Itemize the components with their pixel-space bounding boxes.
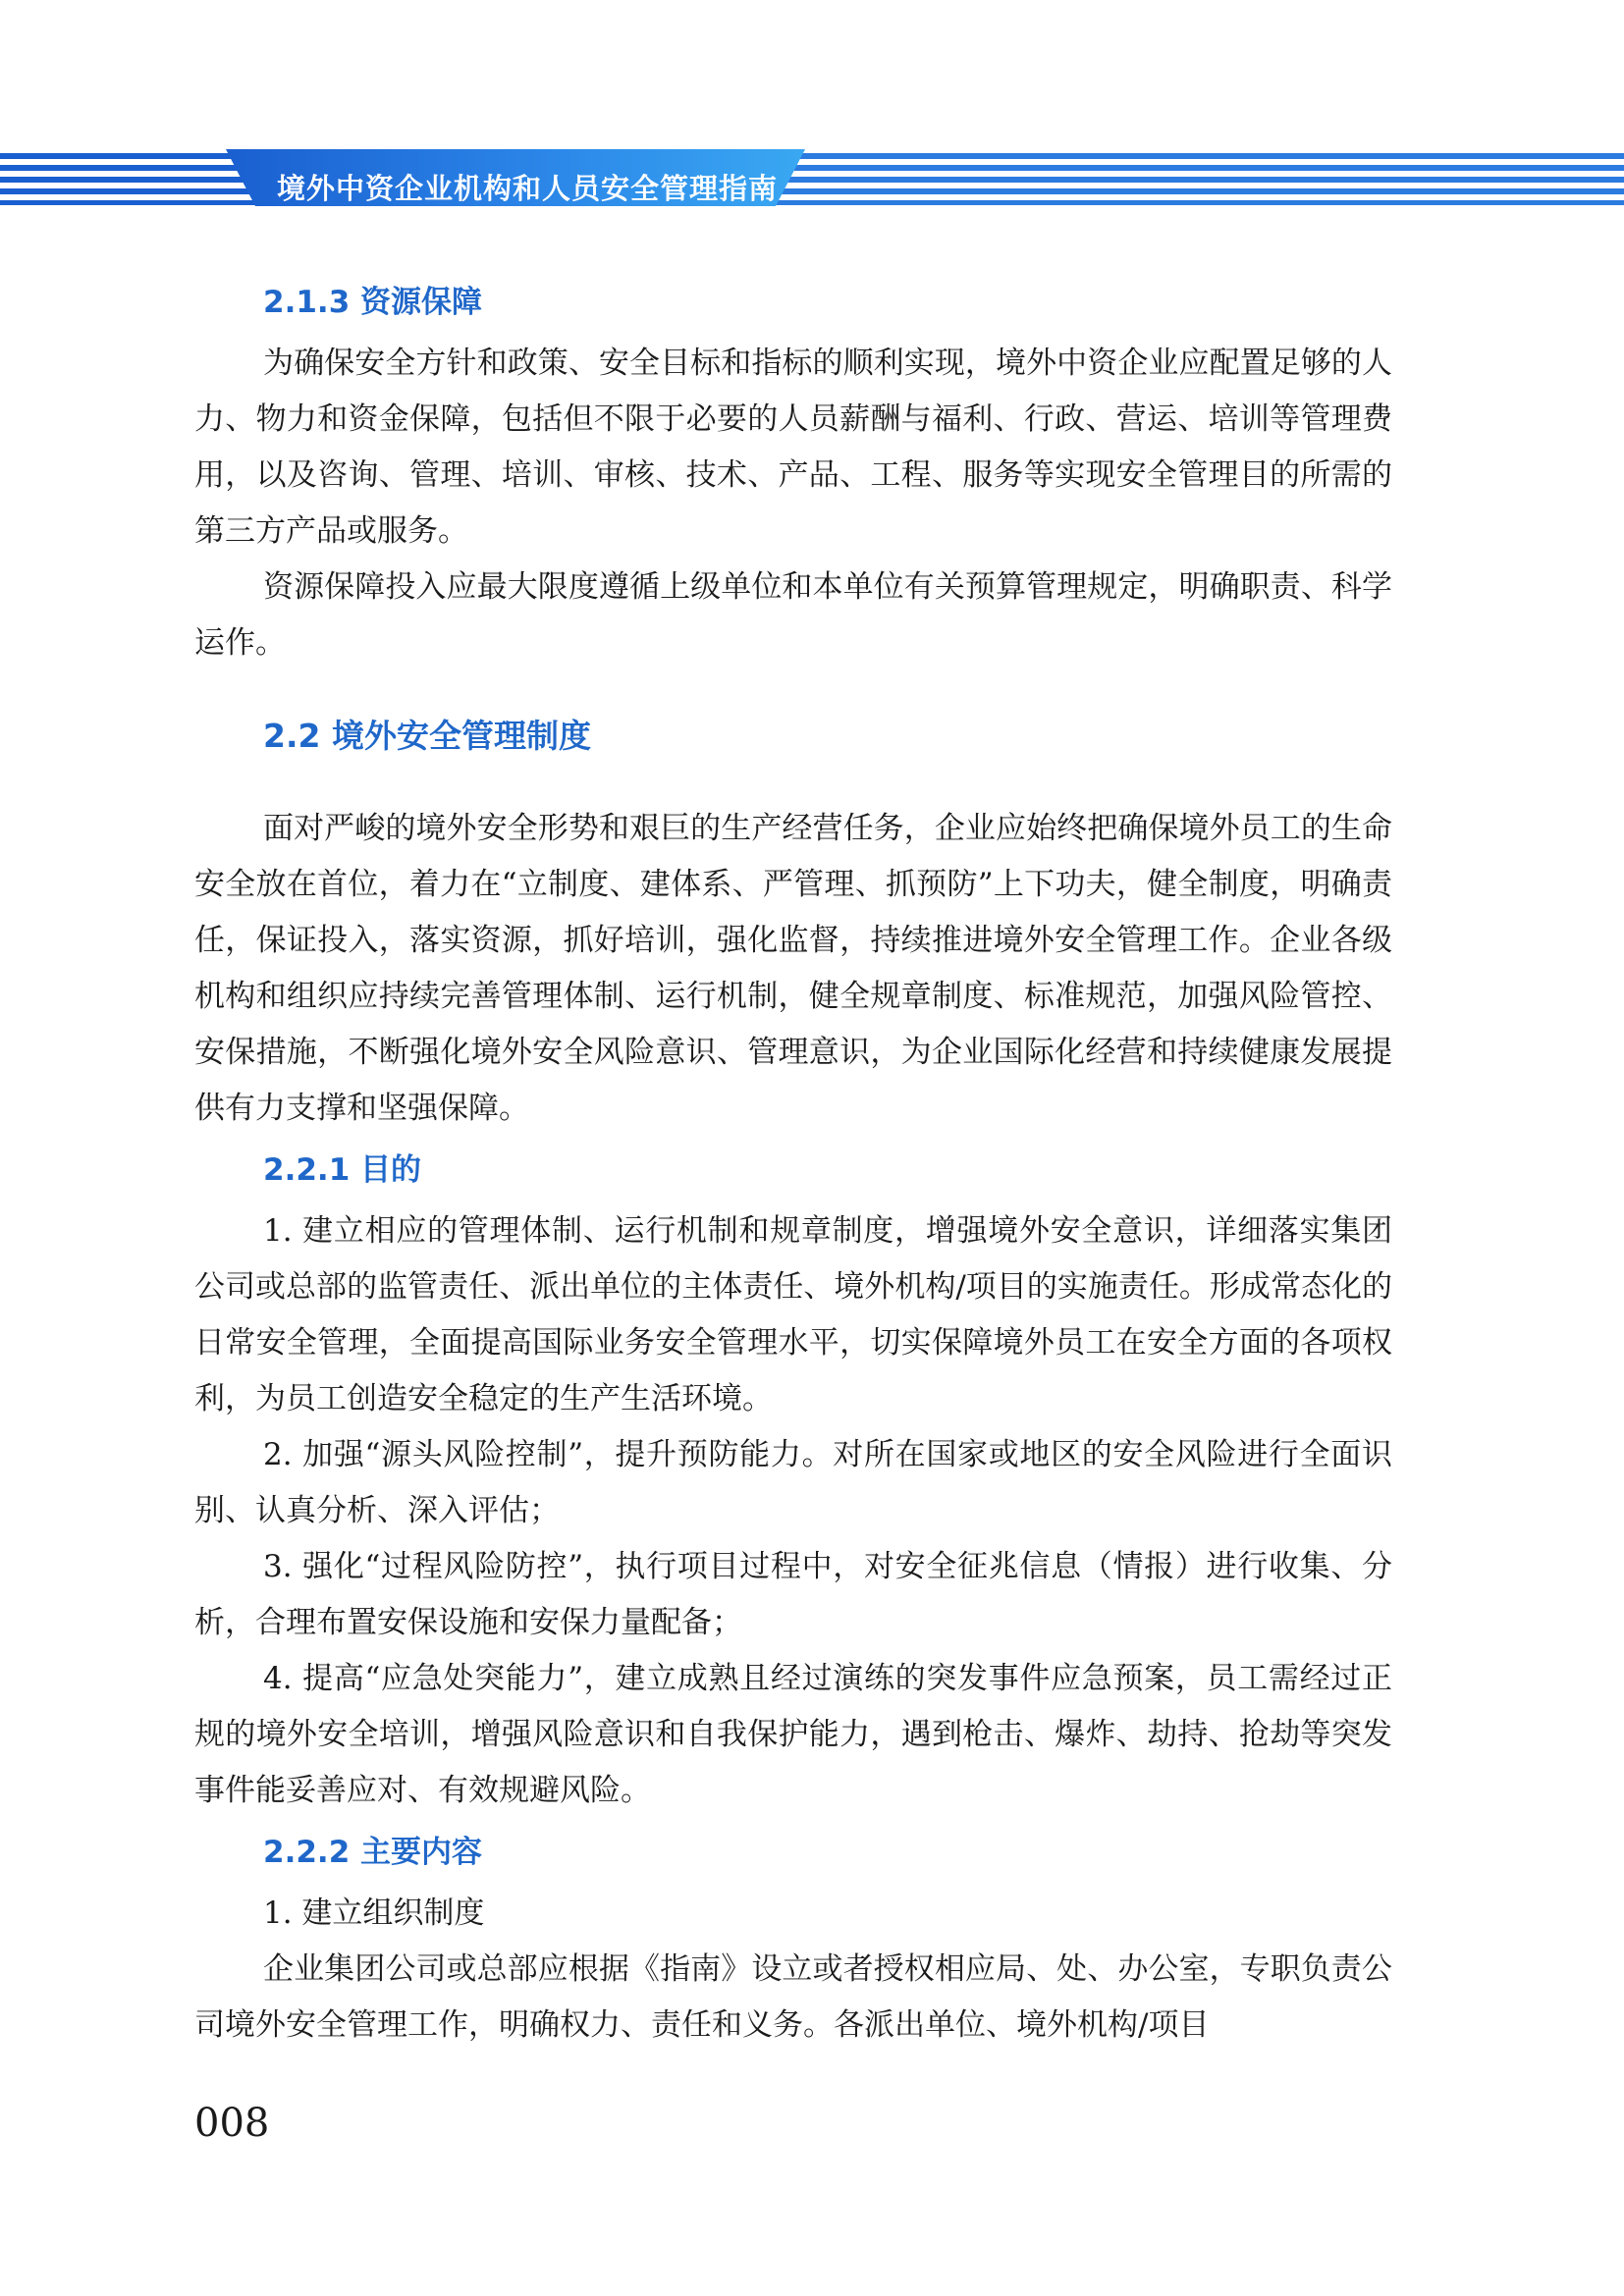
content-item-1: 1. 建立组织制度 bbox=[263, 1896, 485, 1931]
purpose-item-3: 3. 强化“过程风险防控”，执行项目过程中，对安全征兆信息（情报）进行收集、分析，合理布置安保设施和安保力量配备； bbox=[194, 1549, 1392, 1640]
purpose-item-2: 2. 加强“源头风险控制”，提升预防能力。对所在国家或地区的安全风险进行全面识别、认真分析、深入评估； bbox=[194, 1437, 1392, 1528]
running-header-title: 境外中资企业机构和人员安全管理指南 bbox=[277, 172, 779, 205]
heading-2-2-1: 2.2.1 目的 bbox=[263, 1152, 422, 1188]
page-number: 008 bbox=[194, 2101, 270, 2146]
paragraph-org-system: 企业集团公司或总部应根据《指南》设立或者授权相应局、处、办公室，专职负责公司境外安全管理工作，明确权力、责任和义务。各派出单位、境外机构/项目 bbox=[194, 1951, 1392, 2043]
page-content bbox=[194, 275, 1392, 2054]
header-stripes bbox=[0, 147, 1624, 208]
purpose-item-4: 4. 提高“应急处突能力”，建立成熟且经过演练的突发事件应急预案，员工需经过正规的境外安全培训，增强风险意识和自我保护能力，遇到枪击、爆炸、劫持、抢劫等突发事件能妥善应对、有效规避风险。 bbox=[194, 1661, 1392, 1808]
paragraph-system-intro: 面对严峻的境外安全形势和艰巨的生产经营任务，企业应始终把确保境外员工的生命安全放在首位，着力在“立制度、建体系、严管理、抓预防”上下功夫，健全制度，明确责任，保证投入，落实资源，抓好培训，强化监督，持续推进境外安全管理工作。企业各级机构和组织应持续完善管理体制、运行机制，健全规章制度、标准规范，加强风险管控、安保措施，不断强化境外安全风险意识、管理意识，为企业国际化经营和持续健康发展提供有力支撑和坚强保障。 bbox=[194, 811, 1392, 1126]
heading-2-1-3: 2.1.3 资源保障 bbox=[263, 285, 483, 320]
paragraph-resources-2: 资源保障投入应最大限度遵循上级单位和本单位有关预算管理规定，明确职责、科学运作。 bbox=[194, 569, 1392, 661]
header-band bbox=[0, 147, 1624, 208]
paragraph-resources-1: 为确保安全方针和政策、安全目标和指标的顺利实现，境外中资企业应配置足够的人力、物力和资金保障，包括但不限于必要的人员薪酬与福利、行政、营运、培训等管理费用，以及咨询、管理、培训、审核、技术、产品、工程、服务等实现安全管理目的所需的第三方产品或服务。 bbox=[194, 346, 1392, 549]
purpose-item-1: 1. 建立相应的管理体制、运行机制和规章制度，增强境外安全意识，详细落实集团公司或总部的监管责任、派出单位的主体责任、境外机构/项目的实施责任。形成常态化的日常安全管理，全面提高国际业务安全管理水平，切实保障境外员工在安全方面的各项权利，为员工创造安全稳定的生产生活环境。 bbox=[194, 1213, 1392, 1416]
heading-2-2-2: 2.2.2 主要内容 bbox=[263, 1835, 483, 1870]
heading-2-2: 2.2 境外安全管理制度 bbox=[263, 717, 591, 755]
